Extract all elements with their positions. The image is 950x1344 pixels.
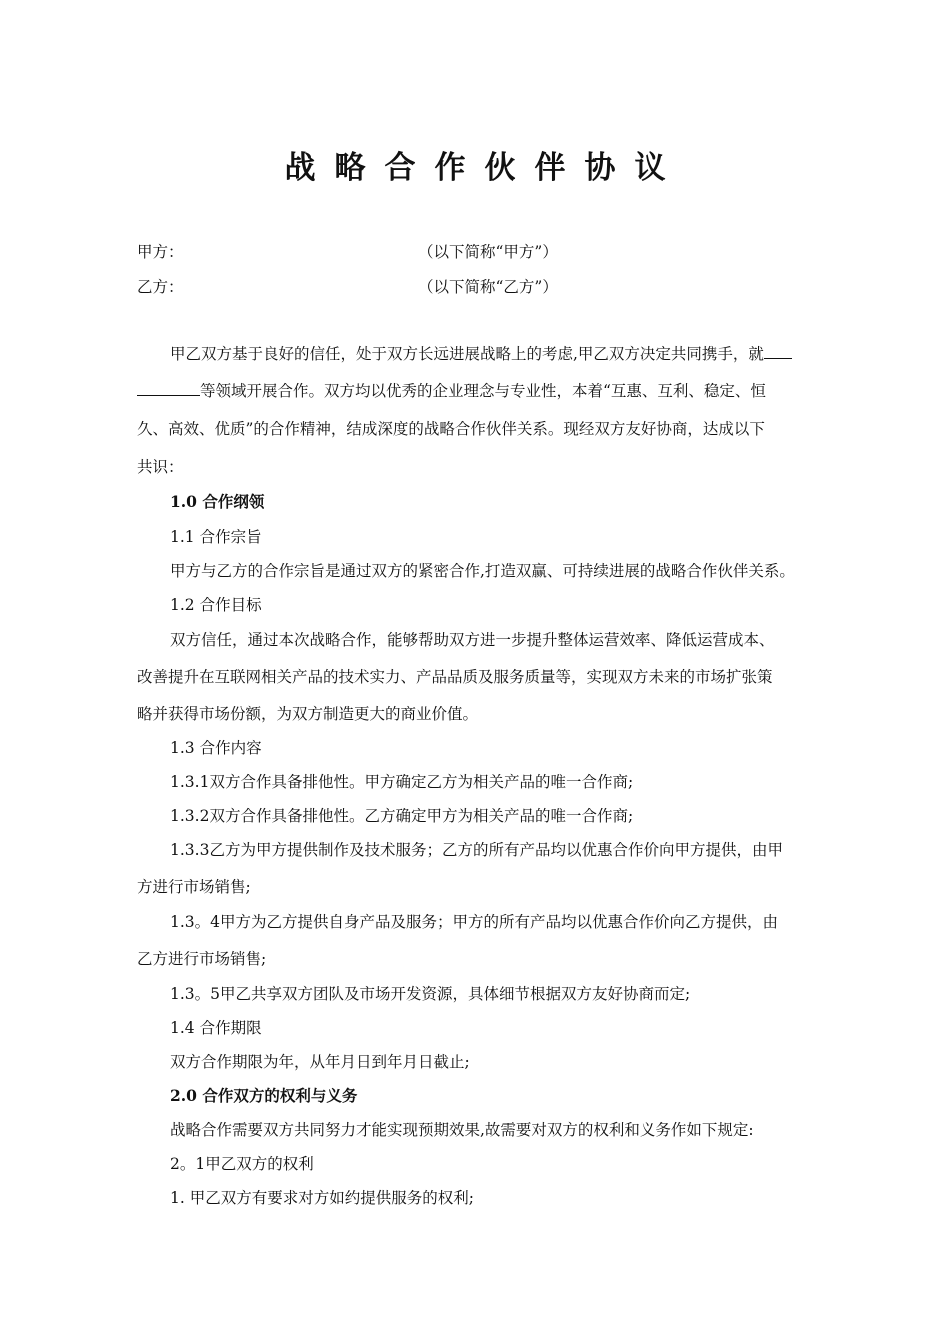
subsection-1-2: 1.2 合作目标 xyxy=(170,596,262,614)
item-1-3-2: 1.3.2双方合作具备排他性。乙方确定甲方为相关产品的唯一合作商; xyxy=(170,807,634,825)
paragraph-1-2-b: 改善提升在互联网相关产品的技术实力、产品品质及服务质量等，实现双方未来的市场扩张策 xyxy=(137,668,773,686)
subsection-1-3: 1.3 合作内容 xyxy=(170,739,262,757)
paragraph-2-0: 战略合作需要双方共同努力才能实现预期效果,故需要对双方的权利和义务作如下规定: xyxy=(170,1121,754,1139)
subsection-2-1: 2。1甲乙双方的权利 xyxy=(170,1155,314,1173)
paragraph-1-2-c: 略并获得市场份额，为双方制造更大的商业价值。 xyxy=(137,705,479,723)
party-b-label: 乙方： xyxy=(137,278,184,296)
item-2-1-1: 1. 甲乙双方有要求对方如约提供服务的权利; xyxy=(170,1189,474,1207)
section-1-heading: 1.0 合作纲领 xyxy=(170,492,265,511)
blank-line xyxy=(764,343,792,359)
item-1-3-4-b: 乙方进行市场销售; xyxy=(137,950,267,968)
item-1-3-4-a: 1.3。4甲方为乙方提供自身产品及服务；甲方的所有产品均以优惠合作价向乙方提供，由 xyxy=(170,913,779,931)
party-a-label: 甲方： xyxy=(137,243,184,261)
intro-line-2 xyxy=(137,380,766,402)
item-1-3-3-b: 方进行市场销售; xyxy=(137,878,251,896)
intro-line-3: 久、高效、优质”的合作精神，结成深度的战略合作伙伴关系。现经双方友好协商，达成以下 xyxy=(137,420,765,438)
paragraph-1-1: 甲方与乙方的合作宗旨是通过双方的紧密合作,打造双赢、可持续进展的战略合作伙伴关系。 xyxy=(170,562,795,580)
section-2-heading: 2.0 合作双方的权利与义务 xyxy=(170,1086,358,1105)
party-a-note: （以下简称“甲方”） xyxy=(418,243,558,261)
subsection-1-1: 1.1 合作宗旨 xyxy=(170,528,262,546)
page-title: 战略合作伙伴协议 xyxy=(284,150,685,186)
intro-line-2-text: 等领域开展合作。双方均以优秀的企业理念与专业性，本着“互惠、互利、稳定、恒 xyxy=(200,382,766,400)
intro-line-1 xyxy=(170,343,792,365)
paragraph-1-2-a: 双方信任，通过本次战略合作，能够帮助双方进一步提升整体运营效率、降低运营成本、 xyxy=(170,631,775,649)
blank-line xyxy=(137,380,200,396)
subsection-1-4: 1.4 合作期限 xyxy=(170,1019,262,1037)
item-1-3-3-a: 1.3.3乙方为甲方提供制作及技术服务；乙方的所有产品均以优惠合作价向甲方提供，由甲 xyxy=(170,841,783,859)
paragraph-1-4: 双方合作期限为年，从年月日到年月日截止; xyxy=(170,1053,470,1071)
party-b-note: （以下简称“乙方”） xyxy=(418,278,558,296)
item-1-3-5: 1.3。5甲乙共享双方团队及市场开发资源，具体细节根据双方友好协商而定; xyxy=(170,985,691,1003)
item-1-3-1: 1.3.1双方合作具备排他性。甲方确定乙方为相关产品的唯一合作商; xyxy=(170,773,634,791)
intro-line-1-text: 甲乙双方基于良好的信任，处于双方长远进展战略上的考虑,甲乙双方决定共同携手，就 xyxy=(170,345,764,363)
intro-line-4: 共识： xyxy=(137,458,184,476)
